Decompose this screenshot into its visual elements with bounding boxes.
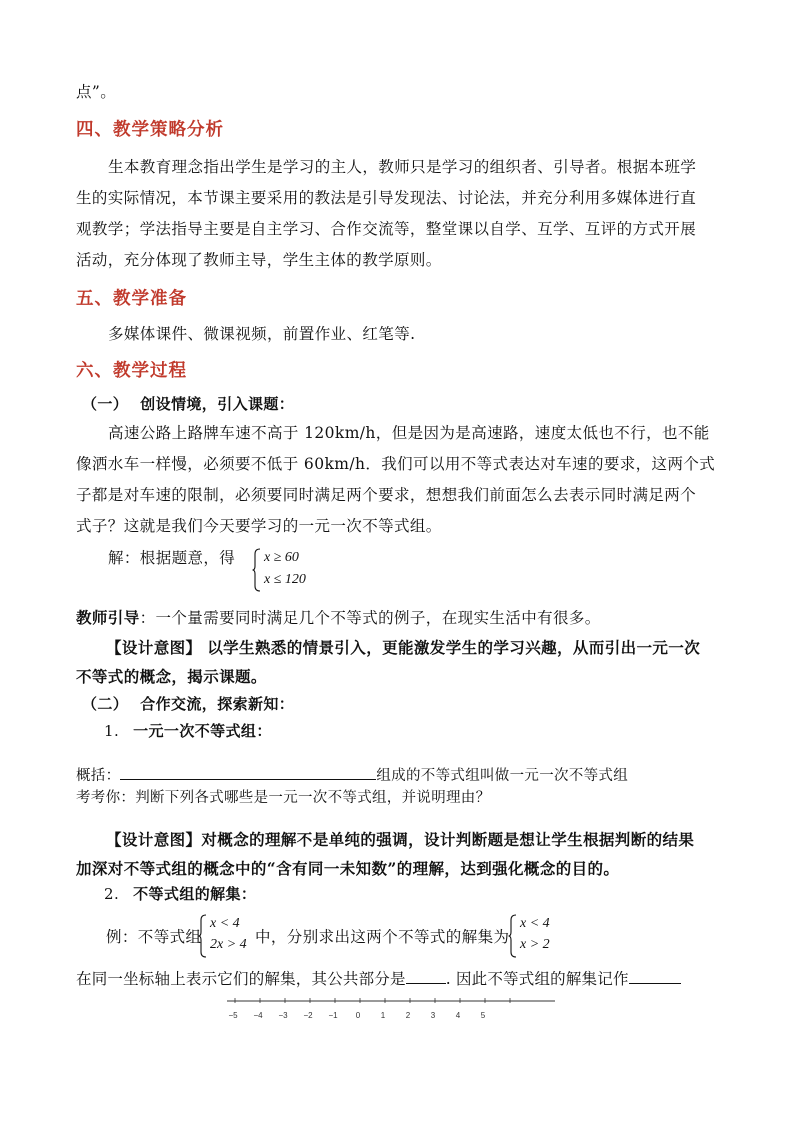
summary-line xyxy=(76,764,628,785)
sec4-line-1: 生本教育理念指出学生是学习的主人，教师只是学习的组织者、引导者。根据本班学 xyxy=(108,158,697,176)
number-line-label: 3 xyxy=(430,1011,436,1020)
solution-label: 解：根据题意，得 xyxy=(108,549,236,567)
design-intent-1-line-2: 不等式的概念，揭示课题。 xyxy=(76,667,267,686)
left-brace-icon xyxy=(252,548,262,592)
number-line-label: 5 xyxy=(480,1011,486,1020)
part1-number: （一） xyxy=(82,395,129,413)
sec4-line-2: 生的实际情况，本节课主要采用的教法是引导发现法、讨论法，并充分利用多媒体进行直 xyxy=(76,189,697,207)
section-5-heading: 五、教学准备 xyxy=(76,289,187,309)
test-question: 考考你：判断下列各式哪些是一元一次不等式组，并说明理由？ xyxy=(76,790,491,806)
example-row-2: 2x > 4 xyxy=(210,937,247,952)
item-1-number: 1. xyxy=(104,722,120,740)
solution-set-blank[interactable] xyxy=(629,969,681,984)
teacher-guide-label: 教师引导 xyxy=(76,608,140,627)
design-intent-1-text: 以学生熟悉的情景引入，更能激发学生的学习兴趣，从而引出一元一次 xyxy=(201,638,701,657)
design-intent-1 xyxy=(106,636,700,658)
sec4-line-3: 观教学；学法指导主要是自主学习、合作交流等，整堂课以自学、互学、互评的方式开展 xyxy=(76,220,697,238)
summary-label: 概括： xyxy=(76,768,121,784)
section-4-heading: 四、教学策略分析 xyxy=(76,120,224,140)
system-row-1: x ≥ 60 xyxy=(264,550,299,565)
example-row-1: x < 4 xyxy=(210,916,240,931)
number-line xyxy=(225,998,560,1028)
number-line-label: 4 xyxy=(455,1011,461,1020)
number-line-label: 2 xyxy=(405,1011,411,1020)
number-line-label: 0 xyxy=(355,1011,361,1020)
item-2-heading xyxy=(104,883,256,904)
item-2-number: 2. xyxy=(104,885,120,903)
design-intent-2-text: 对概念的理解不是单纯的强调，设计判断题是想让学生根据判断的结果 xyxy=(201,830,695,849)
part1-title: 创设情境，引入课题： xyxy=(140,395,295,413)
number-line-label: −5 xyxy=(228,1011,238,1020)
axis-instruction xyxy=(76,967,681,989)
example-inequality-system xyxy=(198,914,258,958)
sec5-line: 多媒体课件、微课视频，前置作业、红笔等. xyxy=(108,325,416,343)
part1-line-2: 像洒水车一样慢，必须要不低于 60km/h．我们可以用不等式表达对车速的要求，这两个式 xyxy=(76,455,716,473)
part1-line-3: 子都是对车速的限制，必须要同时满足两个要求，想想我们前面怎么去表示同时满足两个 xyxy=(76,486,697,504)
design-intent-1-label: 【设计意图】 xyxy=(106,638,202,657)
number-line-label: 1 xyxy=(380,1011,386,1020)
part2-title: 合作交流，探索新知： xyxy=(140,695,295,713)
teacher-guide xyxy=(76,606,601,628)
result-row-2: x > 2 xyxy=(520,937,550,952)
axis-instruction-a: 在同一坐标轴上表示它们的解集，其公共部分是 xyxy=(76,970,406,988)
sec4-line-4: 活动，充分体现了教师主导，学生主体的教学原则。 xyxy=(76,251,442,269)
item-1-heading xyxy=(104,720,272,741)
section-6-heading: 六、教学过程 xyxy=(76,361,187,381)
speed-inequality-system xyxy=(252,548,332,592)
design-intent-2 xyxy=(106,828,694,850)
number-line-label: −4 xyxy=(253,1011,263,1020)
summary-tail: 组成的不等式组叫做一元一次不等式组 xyxy=(376,768,629,784)
left-brace-icon xyxy=(198,914,208,958)
item-2-title: 不等式组的解集： xyxy=(133,885,257,903)
design-intent-2-line-2: 加深对不等式组的概念中的“含有同一未知数”的理解，达到强化概念的目的。 xyxy=(76,859,620,878)
design-intent-2-label: 【设计意图】 xyxy=(106,830,202,849)
left-brace-icon xyxy=(508,914,518,958)
part2-heading xyxy=(82,693,294,714)
system-row-2: x ≤ 120 xyxy=(264,572,306,587)
result-row-1: x < 4 xyxy=(520,916,550,931)
part1-line-1: 高速公路上路牌车速不高于 120km/h，但是因为是高速路，速度太低也不行，也不能 xyxy=(108,424,710,442)
axis-instruction-b: . 因此不等式组的解集记作 xyxy=(445,970,629,988)
part2-number: （二） xyxy=(82,695,129,713)
number-line-label: −3 xyxy=(278,1011,288,1020)
part1-line-4: 式子？这就是我们今天要学习的一元一次不等式组。 xyxy=(76,517,442,535)
number-line-label: −2 xyxy=(303,1011,313,1020)
example-result-system xyxy=(508,914,568,958)
teacher-guide-text: ：一个量需要同时满足几个不等式的例子，在现实生活中有很多。 xyxy=(139,609,601,627)
summary-blank[interactable] xyxy=(120,765,376,780)
number-line-label: −1 xyxy=(328,1011,338,1020)
item-1-title: 一元一次不等式组： xyxy=(133,722,272,740)
common-part-blank[interactable] xyxy=(406,969,446,984)
example-label: 例：不等式组 xyxy=(106,928,202,946)
example-middle-text: 中，分别求出这两个不等式的解集为 xyxy=(255,928,510,946)
continuation-text: 点”。 xyxy=(76,83,117,101)
part1-heading xyxy=(82,393,294,414)
